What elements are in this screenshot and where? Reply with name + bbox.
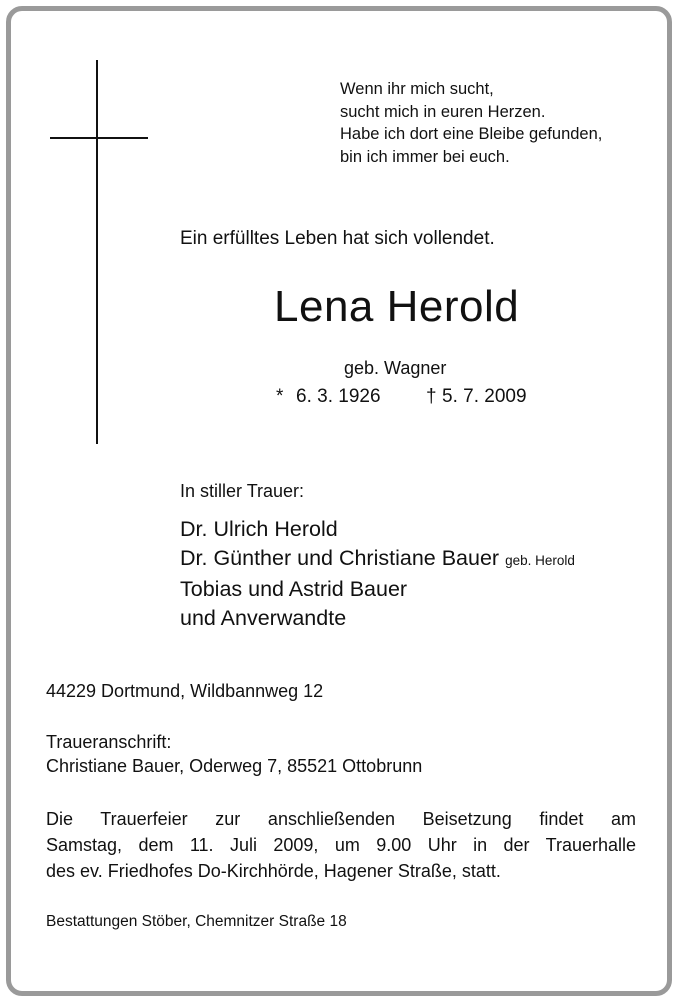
poem xyxy=(340,78,602,168)
birth-date: 6. 3. 1926 xyxy=(296,386,381,407)
birth-symbol: * xyxy=(276,386,284,407)
service-line: Die Trauerfeier zur anschließenden Beisetzung findet am xyxy=(46,809,636,829)
tagline: Ein erfülltes Leben hat sich vollendet. xyxy=(180,228,495,249)
mourner-name: Dr. Günther und Christiane Bauer geb. Herold xyxy=(180,546,575,570)
cross-horizontal-bar xyxy=(50,137,148,139)
mourning-label: In stiller Trauer: xyxy=(180,481,305,501)
poem-line: bin ich immer bei euch. xyxy=(340,147,510,166)
death-date: 5. 7. 2009 xyxy=(442,386,527,407)
death-symbol: † xyxy=(426,386,437,407)
undertaker: Bestattungen Stöber, Chemnitzer Straße 18 xyxy=(46,913,347,930)
cross-vertical-bar xyxy=(96,60,98,444)
poem-line: Habe ich dort eine Bleibe gefunden, xyxy=(340,125,603,143)
maiden-name-suffix: geb. Herold xyxy=(505,553,575,568)
mourner-name: Dr. Ulrich Herold xyxy=(180,517,338,541)
mourners-list xyxy=(180,515,575,633)
service-info xyxy=(46,806,636,884)
service-line: des ev. Friedhofes Do-Kirchhörde, Hagener Straße, statt. xyxy=(46,861,501,881)
poem-line: sucht mich in euren Herzen. xyxy=(340,102,546,121)
deceased-name: Lena Herold xyxy=(274,282,520,331)
poem-line: Wenn ihr mich sucht, xyxy=(340,80,494,98)
home-address: 44229 Dortmund, Wildbannweg 12 xyxy=(46,681,324,701)
trauer-address-value: Christiane Bauer, Oderweg 7, 85521 Ottobrunn xyxy=(46,756,423,776)
mourner-name: Tobias und Astrid Bauer xyxy=(180,577,408,601)
maiden-name: geb. Wagner xyxy=(344,358,447,378)
trauer-address-label: Traueranschrift: xyxy=(46,732,172,752)
service-line: Samstag, dem 11. Juli 2009, um 9.00 Uhr in der Trauerhalle xyxy=(46,835,636,855)
life-dates xyxy=(276,386,527,408)
mourner-name: und Anverwandte xyxy=(180,606,347,630)
